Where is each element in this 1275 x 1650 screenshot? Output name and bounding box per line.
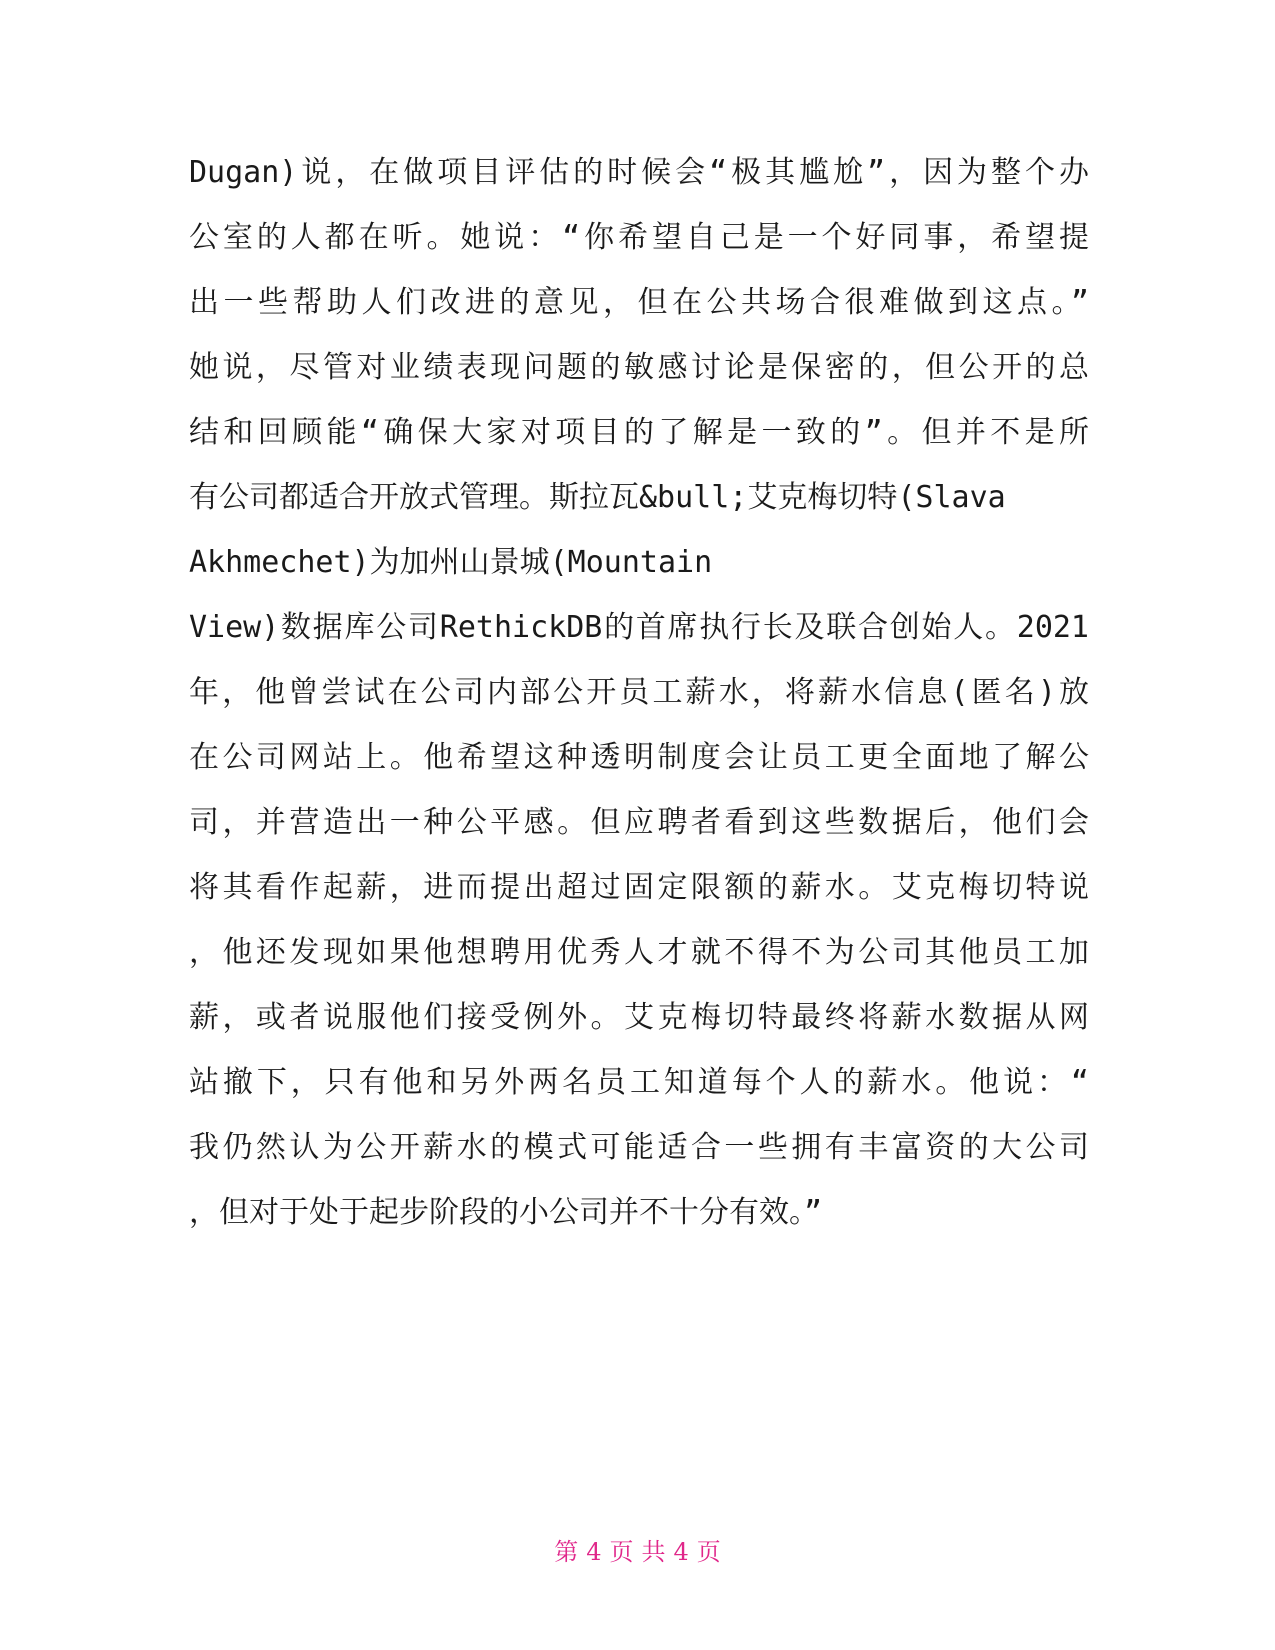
text-line: View)数据库公司RethickDB的首席执行长及联合创始人。2021: [189, 610, 1089, 645]
body-paragraph: [189, 140, 1089, 1245]
text-line: 出一些帮助人们改进的意见，但在公共场合很难做到这点。”: [189, 285, 1089, 320]
text-line: 站撤下，只有他和另外两名员工知道每个人的薪水。他说：“: [189, 1065, 1089, 1100]
text-line: 薪，或者说服他们接受例外。艾克梅切特最终将薪水数据从网: [189, 1000, 1089, 1035]
text-line: 年，他曾尝试在公司内部公开员工薪水，将薪水信息(匿名)放: [189, 675, 1089, 710]
text-line: Dugan)说，在做项目评估的时候会“极其尴尬”，因为整个办: [189, 155, 1089, 190]
text-line: 公室的人都在听。她说：“你希望自己是一个好同事，希望提: [189, 220, 1089, 255]
footer-total-word: 共: [641, 1538, 666, 1566]
text-line: 她说，尽管对业绩表现问题的敏感讨论是保密的，但公开的总: [189, 350, 1089, 385]
text-line: 我仍然认为公开薪水的模式可能适合一些拥有丰富资的大公司: [189, 1130, 1089, 1165]
text-line: Akhmechet)为加州山景城(Mountain: [189, 545, 713, 580]
text-line: 在公司网站上。他希望这种透明制度会让员工更全面地了解公: [189, 740, 1089, 775]
footer-suffix: 页: [696, 1538, 721, 1566]
footer-total-pages: 4: [673, 1538, 689, 1566]
footer-page-word: 页: [609, 1538, 634, 1566]
page-footer: [0, 1532, 1275, 1567]
footer-prefix: 第: [554, 1538, 579, 1566]
footer-current-page: 4: [586, 1538, 602, 1566]
text-line: 司，并营造出一种公平感。但应聘者看到这些数据后，他们会: [189, 805, 1089, 840]
text-line: 有公司都适合开放式管理。斯拉瓦&bull;艾克梅切特(Slava: [189, 480, 1006, 515]
text-line: ，他还发现如果他想聘用优秀人才就不得不为公司其他员工加: [189, 935, 1089, 970]
text-line: 将其看作起薪，进而提出超过固定限额的薪水。艾克梅切特说: [189, 870, 1089, 905]
text-line: ，但对于处于起步阶段的小公司并不十分有效。”: [189, 1195, 823, 1230]
text-line: 结和回顾能“确保大家对项目的了解是一致的”。但并不是所: [189, 415, 1089, 450]
